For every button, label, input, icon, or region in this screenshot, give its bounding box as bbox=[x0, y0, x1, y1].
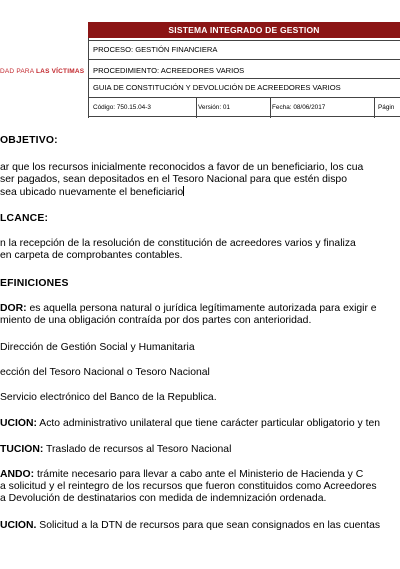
alcance-text: en carpeta de comprobantes contables. bbox=[0, 250, 183, 261]
meta-separator bbox=[196, 97, 197, 118]
objetivo-text: sea ubicado nuevamente el beneficiario bbox=[0, 187, 184, 198]
fecha: Fecha: 08/06/2017 bbox=[272, 104, 326, 111]
definition-item: UCIÓN: Acto administrativo unilateral que tiene carácter particular obligatorio y ten bbox=[0, 418, 381, 429]
logo bbox=[0, 22, 88, 120]
alcance-heading: LCANCE: bbox=[0, 213, 49, 224]
alcance-text: n la recepción de la resolución de constitución de acreedores varios y finaliza bbox=[0, 238, 356, 249]
definition-item: DOR: es aquella persona natural o jurídica legítimamente autorizada para exigir e bbox=[0, 303, 377, 314]
definition-item: Servicio electrónico del Banco de la Republica. bbox=[0, 392, 217, 403]
definition-item: ección del Tesoro Nacional o Tesoro Nacional bbox=[0, 367, 210, 378]
definition-text: miento de una obligación contraída por dos partes con anterioridad. bbox=[0, 315, 312, 326]
definition-item: UCIÓN. Solicitud a la DTN de recursos para que sean consignados en las cuentas bbox=[0, 520, 381, 531]
document-header bbox=[0, 0, 400, 120]
objetivo-text: ser pagados, sean depositados en el Tesoro Nacional para que estén dispo bbox=[0, 174, 347, 185]
system-title: SISTEMA INTEGRADO DE GESTION bbox=[88, 22, 400, 38]
meta-separator bbox=[374, 97, 375, 118]
procedimiento-row: PROCEDIMIENTO: ACREEDORES VARIOS bbox=[88, 59, 400, 78]
meta-separator bbox=[270, 97, 271, 118]
logo-text: DAD PARA LAS VÍCTIMAS bbox=[0, 68, 85, 75]
meta-row bbox=[88, 97, 400, 117]
guia-row: GUIA DE CONSTITUCIÓN Y DEVOLUCIÓN DE ACREEDORES VARIOS bbox=[88, 78, 400, 97]
pagina: Págin bbox=[378, 104, 395, 111]
definition-item: TUCIÓN: Traslado de recursos al Tesoro Nacional bbox=[0, 444, 232, 455]
objetivo-heading: OBJETIVO: bbox=[0, 135, 58, 146]
definition-text: a solicitud y el reintegro de los recursos que fueron constituidos como Acreedores bbox=[0, 481, 377, 492]
proceso-row: PROCESO: GESTIÓN FINANCIERA bbox=[88, 40, 400, 59]
definition-item: ANDO: trámite necesario para llevar a cabo ante el Ministerio de Hacienda y C bbox=[0, 469, 364, 480]
definiciones-heading: EFINICIONES bbox=[0, 278, 69, 289]
definition-item: Dirección de Gestión Social y Humanitaria bbox=[0, 342, 195, 353]
version: Versión: 01 bbox=[198, 104, 230, 111]
objetivo-text: ar que los recursos inicialmente reconocidos a favor de un beneficiario, los cua bbox=[0, 162, 364, 173]
codigo: Código: 750.15.04-3 bbox=[93, 104, 151, 111]
text-cursor bbox=[183, 186, 184, 196]
definition-text: a Devolución de destinatarios con medida de indemnización ordenada. bbox=[0, 493, 327, 504]
